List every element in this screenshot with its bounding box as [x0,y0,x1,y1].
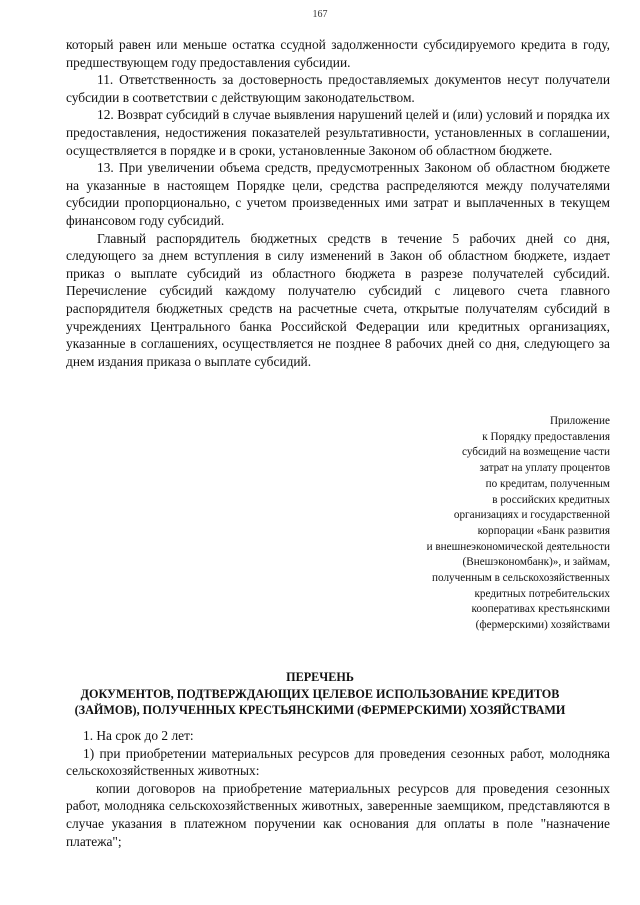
appendix-line: субсидий на возмещение части [462,446,610,459]
appendix-line: корпорации «Банк развития [477,524,610,537]
appendix-line: Приложение [549,415,610,427]
paragraph-11: 11. Ответственность за достоверность предоставляемых документов несут получатели субсидии в соответствии с действующим законодательством. [66,72,610,105]
appendix-line: в российских кредитных [492,493,610,506]
appendix-header [350,414,610,634]
paragraph-13: 13. При увеличении объема средств, предусмотренных Законом об областном бюджете на указанные в настоящем Порядке цели, средства распределяются между получателями субсидии пропорционально, с учетом произведенных ими затрат и выплаченных в текущем финансовом году субсидий. [66,160,610,228]
list-title-heading: ПЕРЕЧЕНЬ [286,670,354,684]
page-number: 167 [312,9,328,20]
list-body [66,727,610,850]
appendix-line: затрат на уплату процентов [479,462,610,475]
appendix-line: кредитных потребительских [474,587,610,600]
list-title-line: (ЗАЙМОВ), ПОЛУЧЕННЫХ КРЕСТЬЯНСКИМИ (ФЕРМЕРСКИМИ) ХОЗЯЙСТВАМИ [74,703,566,717]
list-item-term: 1. На срок до 2 лет: [83,728,194,743]
appendix-line: кооперативах крестьянскими [471,603,610,616]
appendix-line: полученным в сельскохозяйственных [432,572,610,585]
list-item-subpoint: 1) при приобретении материальных ресурсов для проведения сезонных работ, молодняка сельскохозяйственных животных: [66,745,610,779]
list-item-detail: копии договоров на приобретение материальных ресурсов для проведения сезонных работ, молодняка сельскохозяйственных животных, заверенные заемщиком, представляются в случае указания в платежном поручении как основания для оплаты в поле "назначение платежа"; [66,780,610,849]
paragraph-continuation: который равен или меньше остатка ссудной задолженности субсидируемого кредита в году, предшествующем году предоставления субсидии. [66,37,610,70]
body-text [66,36,610,370]
list-title [40,669,600,719]
appendix-line: (Внешэкономбанк)», и займам, [462,556,610,569]
appendix-line: и внешнеэкономической деятельности [426,540,610,553]
appendix-line: (фермерскими) хозяйствами [475,619,610,632]
paragraph-payment-order: Главный распорядитель бюджетных средств в течение 5 рабочих дней со дня, следующего за днем вступления в силу изменений в Закон об областном бюджете, издает приказ о выплате субсидий из областного бюджета в разрезе получателей субсидий. Перечисление субсидий каждому получателю субсидий с лицевого счета главного распорядителя бюджетных средств на расчетные счета, открытые получателям субсидий в учреждениях Центрального банка Российской Федерации или кредитных организациях, указанные в соглашениях, осуществляется не позднее 8 рабочих дней со дня, следующего за днем издания приказа о выплате субсидий. [66,230,610,369]
appendix-line: к Порядку предоставления [482,430,610,443]
appendix-line: по кредитам, полученным [485,477,610,490]
list-title-line: ДОКУМЕНТОВ, ПОДТВЕРЖДАЮЩИХ ЦЕЛЕВОЕ ИСПОЛЬЗОВАНИЕ КРЕДИТОВ [80,686,560,701]
appendix-line: организациях и государственной [453,509,610,522]
paragraph-12: 12. Возврат субсидий в случае выявления нарушений целей и (или) условий и порядка их предоставления, недостижения показателей результативности, установленных в соглашении, осуществляется в порядке и в сроки, установленные Законом об областном бюджете. [66,107,610,158]
